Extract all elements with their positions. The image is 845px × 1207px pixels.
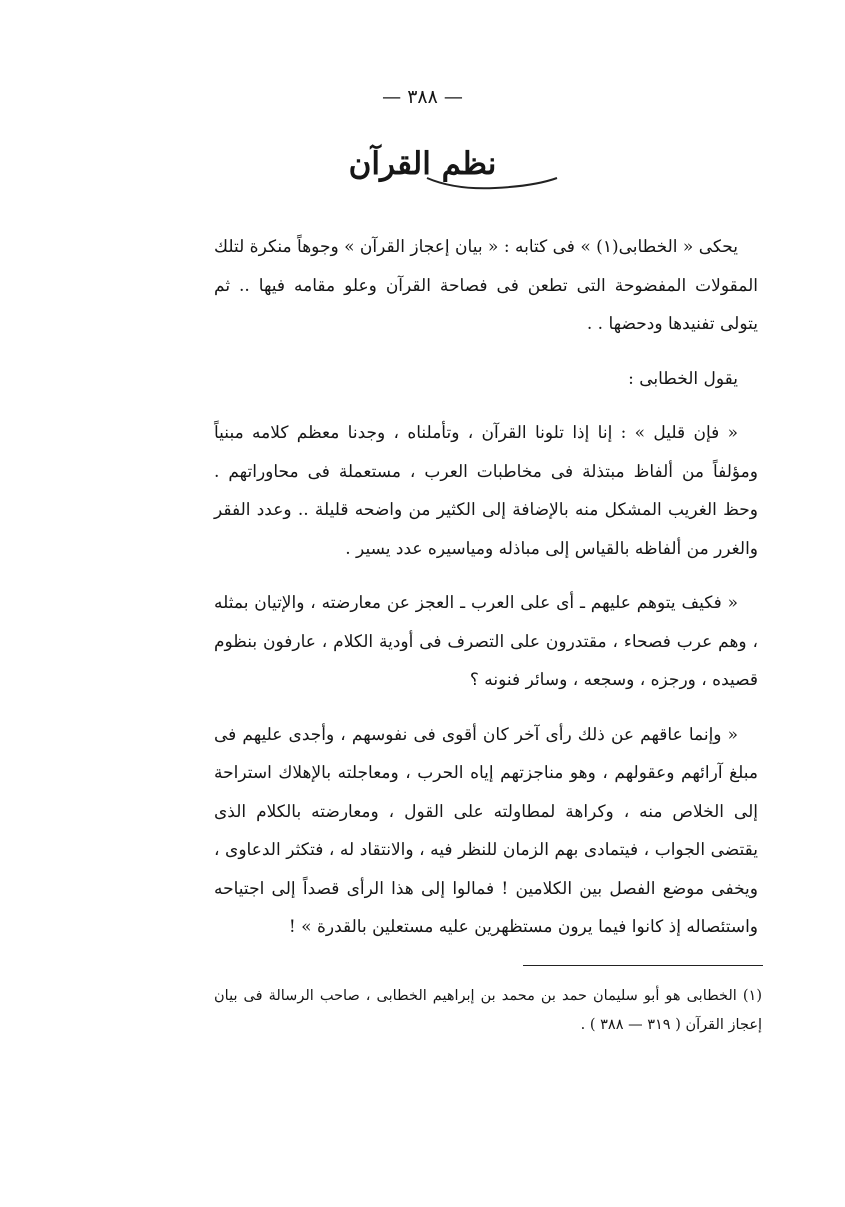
paragraph-quote-1: « فإن قليل » : إنا إذا تلونا القرآن ، وتأملناه ، وجدنا معظم كلامه مبنياً ومؤلفاً من ألفاظ مبتذلة فى مخاطبات العرب ، مستعملة فى محاوراتهم . وحظ الغريب المشكل منه بالإضافة إلى الكثير من واضحه قليلة .. وعدد الفقر والغرر من ألفاظه بالقياس إلى مباذله ومياسيره عدد يسير . <box>214 423 758 559</box>
title-underline-flourish <box>425 174 560 194</box>
footnote: (١) الخطابى هو أبو سليمان حمد بن محمد بن إبراهيم الخطابى ، صاحب الرسالة فى بيان إعجاز القرآن ( ٣١٩ — ٣٨٨ ) . <box>214 988 762 1033</box>
paragraph-quote-lead: يقول الخطابى : <box>628 368 738 389</box>
page-title: نظم القرآن <box>348 146 497 182</box>
paragraph-quote-3: « وإنما عاقهم عن ذلك رأى آخر كان أقوى فى نفوسهم ، وأجدى عليهم فى مبلغ آرائهم وعقولهم ، وهو مناجزتهم إياه الحرب ، ومعاجلته بالإهلاك استراحة إلى الخلاص منه ، وكراهة لمطاولته على القول ، ومعارضته بالكلام الذى يقتضى الجواب ، فيتمادى بهم الزمان للنظر فيه ، والانتقاد له ، فتكثر الدعاوى ، ويخفى موضع الفصل بين الكلامين ! فمالوا إلى هذا الرأى قصداً إلى اجتياحه واستئصاله إذ كانوا فيما يرون مستظهرين عليه مستعلين بالقدرة » ! <box>214 724 758 937</box>
chapter-heading <box>0 146 845 196</box>
paragraph-quote-2: « فكيف يتوهم عليهم ـ أى على العرب ـ العجز عن معارضته ، والإتيان بمثله ، وهم عرب فصحاء ، مقتدرون على التصرف فى أودية الكلام ، عارفون بنظوم قصيده ، ورجزه ، وسجعه ، وسائر فنونه ؟ <box>214 593 758 690</box>
page-number: — ٣٨٨ — <box>382 86 463 108</box>
footnote-divider <box>523 965 763 966</box>
paragraph-intro: يحكى « الخطابى(١) » فى كتابه : « بيان إعجاز القرآن » وجوهاً منكرة لتلك المقولات المفضوحة التى تطعن فى فصاحة القرآن وعلو مقامه فيها .. ثم يتولى تفنيدها ودحضها . . <box>214 237 758 334</box>
body-text <box>214 228 758 947</box>
